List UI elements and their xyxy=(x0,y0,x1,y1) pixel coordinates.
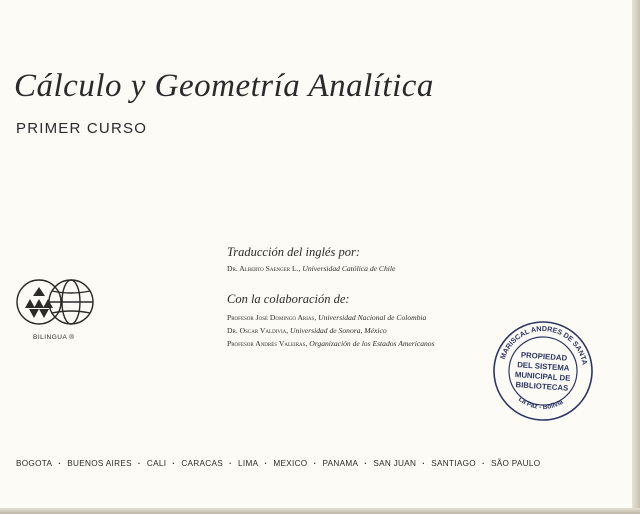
publisher-cities xyxy=(16,459,540,468)
stamp-ring-text: MARISCAL ANDRES DE SANTA xyxy=(497,323,590,366)
publisher-logo-label: BILINGUA ® xyxy=(33,334,75,341)
translator-affiliation: Universidad Católica de Chile xyxy=(302,264,396,273)
stamp-bottom-text: La Paz - Bolivia xyxy=(517,395,565,412)
city-name: · MEXICO xyxy=(258,459,307,468)
stamp-line: BIBLIOTECAS xyxy=(515,380,569,393)
collaboration-heading: Con la colaboración de: xyxy=(227,292,350,306)
translator-line xyxy=(227,264,395,273)
city-name: · PANAMA xyxy=(307,459,358,468)
collaborator-name: Profesor Andrés Valeiras, xyxy=(227,338,308,348)
city-name: · CALI xyxy=(132,459,166,468)
bilingua-globe-icon xyxy=(14,276,96,328)
page-right-edge xyxy=(632,0,640,514)
city-name: · CARACAS xyxy=(166,459,223,468)
collaborator-item xyxy=(227,325,435,338)
collaborators-list xyxy=(227,312,435,350)
library-stamp xyxy=(489,317,598,426)
city-name: · SÃO PAULO xyxy=(476,459,540,468)
collaborator-name: Dr. Oscar Valdivia, xyxy=(227,325,289,335)
collaborator-item xyxy=(227,338,435,351)
collaborator-name: Profesor José Domingo Arias, xyxy=(227,313,317,322)
city-name: · SANTIAGO xyxy=(416,459,476,468)
svg-text:La Paz - Bolivia xyxy=(516,395,565,412)
stamp-line: PROPIEDAD xyxy=(520,350,568,363)
book-subtitle: PRIMER CURSO xyxy=(16,120,148,137)
stamp-line: MUNICIPAL DE xyxy=(514,370,571,383)
translator-name: Dr. Alberto Saenger L., xyxy=(227,264,301,273)
stamp-line: DEL SISTEMA xyxy=(516,360,570,373)
collaborator-affiliation: Universidad de Sonora, México xyxy=(290,325,387,335)
city-name: BOGOTA xyxy=(16,459,53,468)
city-name: · BUENOS AIRES xyxy=(52,459,132,468)
collaborator-affiliation: Universidad Nacional de Colombia xyxy=(318,313,427,322)
translation-heading: Traducción del inglés por: xyxy=(227,245,360,259)
collaborator-item xyxy=(227,312,435,325)
city-name: · SAN JUAN xyxy=(358,459,416,468)
city-name: · LIMA xyxy=(223,459,258,468)
book-title: Cálculo y Geometría Analítica xyxy=(14,68,434,104)
page-bottom-edge xyxy=(0,508,640,514)
collaborator-affiliation: Organización de los Estados Americanos xyxy=(309,338,435,348)
